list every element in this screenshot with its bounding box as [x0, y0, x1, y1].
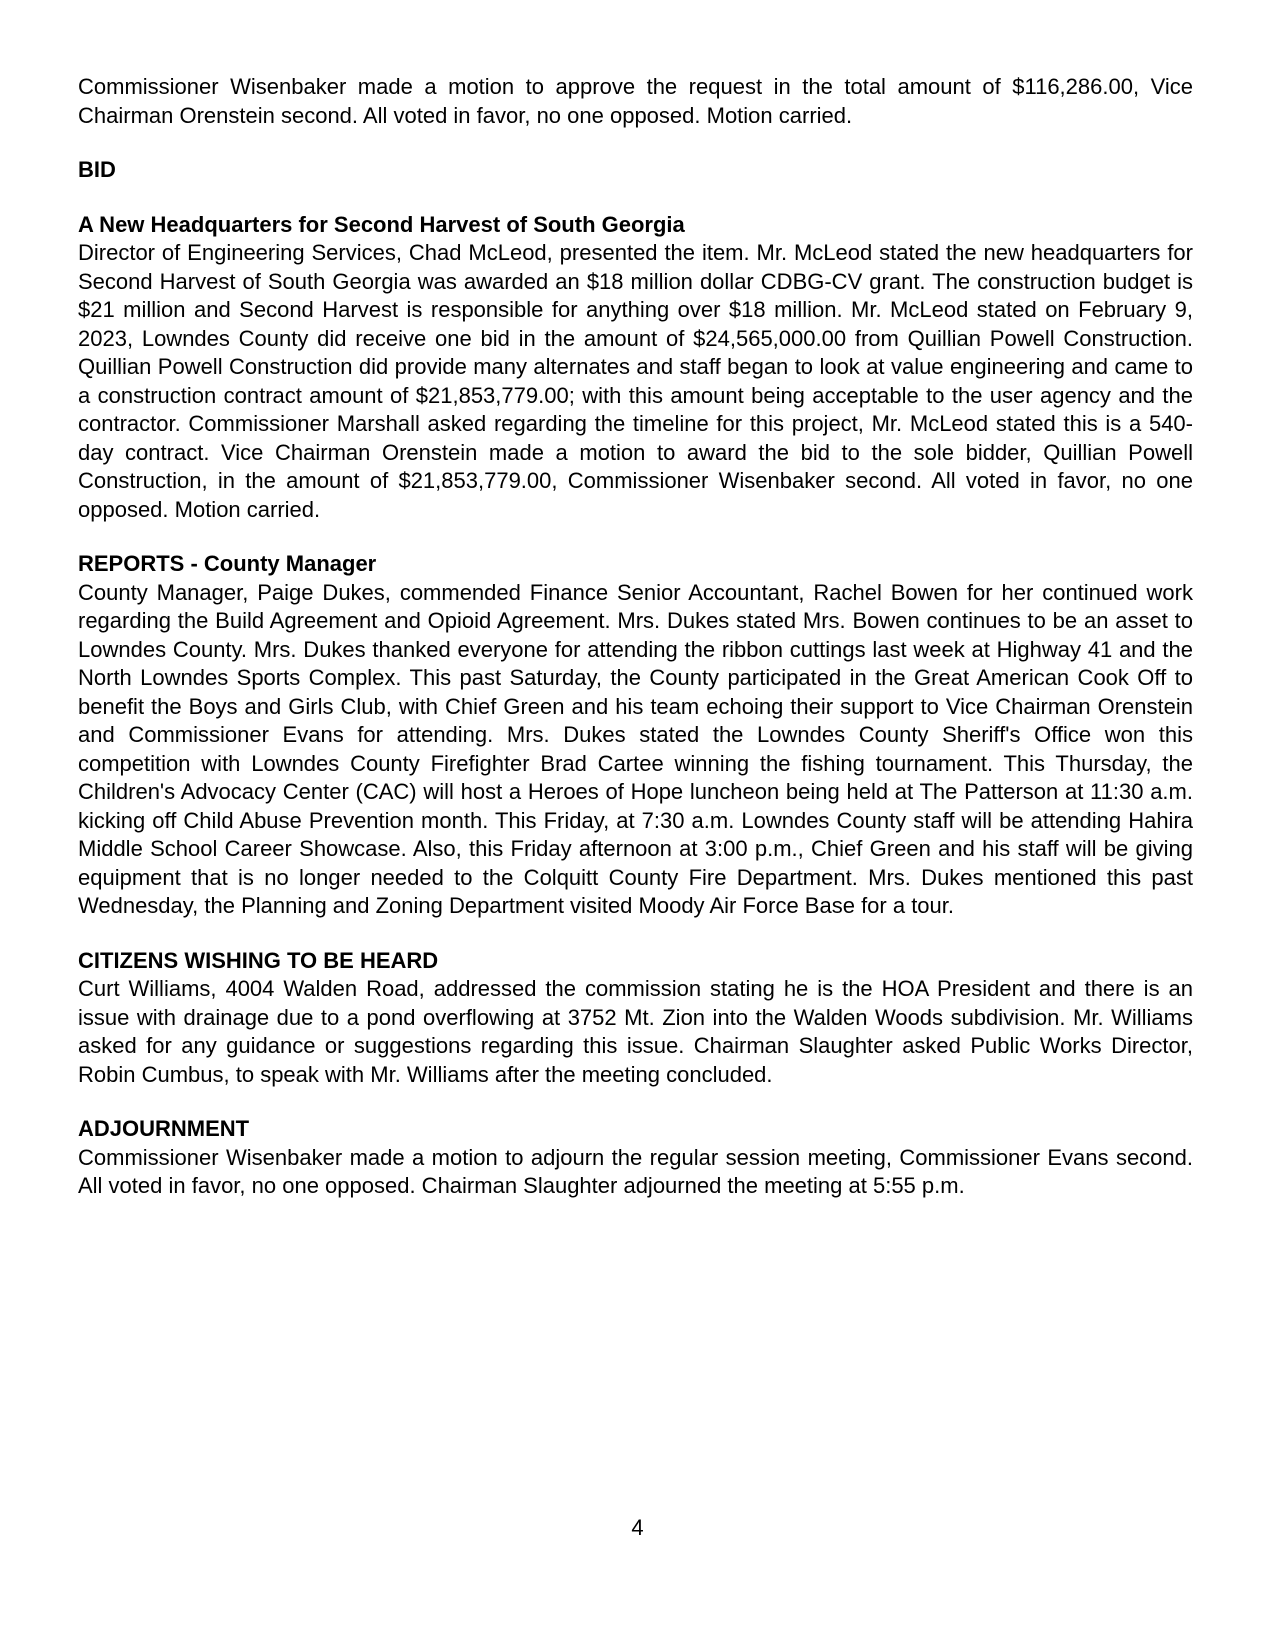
section-heading-reports-county-manager: REPORTS - County Manager [78, 551, 377, 576]
document-content [78, 73, 1193, 1201]
section-paragraph-adjournment: Commissioner Wisenbaker made a motion to adjourn the regular session meeting, Commissioner Evans second. All voted in favor, no one opposed. Chairman Slaughter adjourned the meeting at 5:55 p.m. [78, 1144, 1193, 1198]
section-heading-citizens-wishing-to-be-heard: CITIZENS WISHING TO BE HEARD [78, 947, 439, 973]
section-paragraph-citizens-wishing-to-be-heard: Curt Williams, 4004 Walden Road, addressed the commission stating he is the HOA President and there is an issue with drainage due to a pond overflowing at 3752 Mt. Zion into the Walden Woods subdivision. Mr. Williams asked for any guidance or suggestions regarding this issue. Chairman Slaughter asked Public Works Director, Robin Cumbus, to speak with Mr. Williams after the meeting concluded. [78, 976, 1193, 1087]
section-heading-adjournment: ADJOURNMENT [78, 1116, 250, 1141]
section-heading-second-harvest: A New Headquarters for Second Harvest of South Georgia [78, 211, 685, 237]
section-paragraph-second-harvest: Director of Engineering Services, Chad McLeod, presented the item. Mr. McLeod stated the new headquarters for Second Harvest of South Georgia was awarded an $18 million dollar CDBG-CV grant. The construction budget is $21 million and Second Harvest is responsible for anything over $18 million. Mr. McLeod stated on February 9, 2023, Lowndes County did receive one bid in the amount of $24,565,000.00 from Quillian Powell Construction. Quillian Powell Construction did provide many alternates and staff began to look at value engineering and came to a construction contract amount of $21,853,779.00; with this amount being acceptable to the user agency and the contractor. Commissioner Marshall asked regarding the timeline for this project, Mr. McLeod stated this is a 540-day contract. Vice Chairman Orenstein made a motion to award the bid to the sole bidder, Quillian Powell Construction, in the amount of $21,853,779.00, Commissioner Wisenbaker second. All voted in favor, no one opposed. Motion carried. [78, 240, 1193, 522]
section-heading-bid: BID [78, 157, 116, 182]
page-number: 4 [631, 1515, 644, 1540]
intro-paragraph: Commissioner Wisenbaker made a motion to approve the request in the total amount of $116,286.00, Vice Chairman Orenstein second. All voted in favor, no one opposed. Motion carried. [78, 74, 1193, 128]
section-paragraph-reports-county-manager: County Manager, Paige Dukes, commended Finance Senior Accountant, Rachel Bowen for her continued work regarding the Build Agreement and Opioid Agreement. Mrs. Dukes stated Mrs. Bowen continues to be an asset to Lowndes County. Mrs. Dukes thanked everyone for attending the ribbon cuttings last week at Highway 41 and the North Lowndes Sports Complex. This past Saturday, the County participated in the Great American Cook Off to benefit the Boys and Girls Club, with Chief Green and his team echoing their support to Vice Chairman Orenstein and Commissioner Evans for attending. Mrs. Dukes stated the Lowndes County Sheriff's Office won this competition with Lowndes County Firefighter Brad Cartee winning the fishing tournament. This Thursday, the Children's Advocacy Center (CAC) will host a Heroes of Hope luncheon being held at The Patterson at 11:30 a.m. kicking off Child Abuse Prevention month. This Friday, at 7:30 a.m. Lowndes County staff will be attending Hahira Middle School Career Showcase. Also, this Friday afternoon at 3:00 p.m., Chief Green and his staff will be giving equipment that is no longer needed to the Colquitt County Fire Department. Mrs. Dukes mentioned this past Wednesday, the Planning and Zoning Department visited Moody Air Force Base for a tour. [78, 579, 1193, 918]
